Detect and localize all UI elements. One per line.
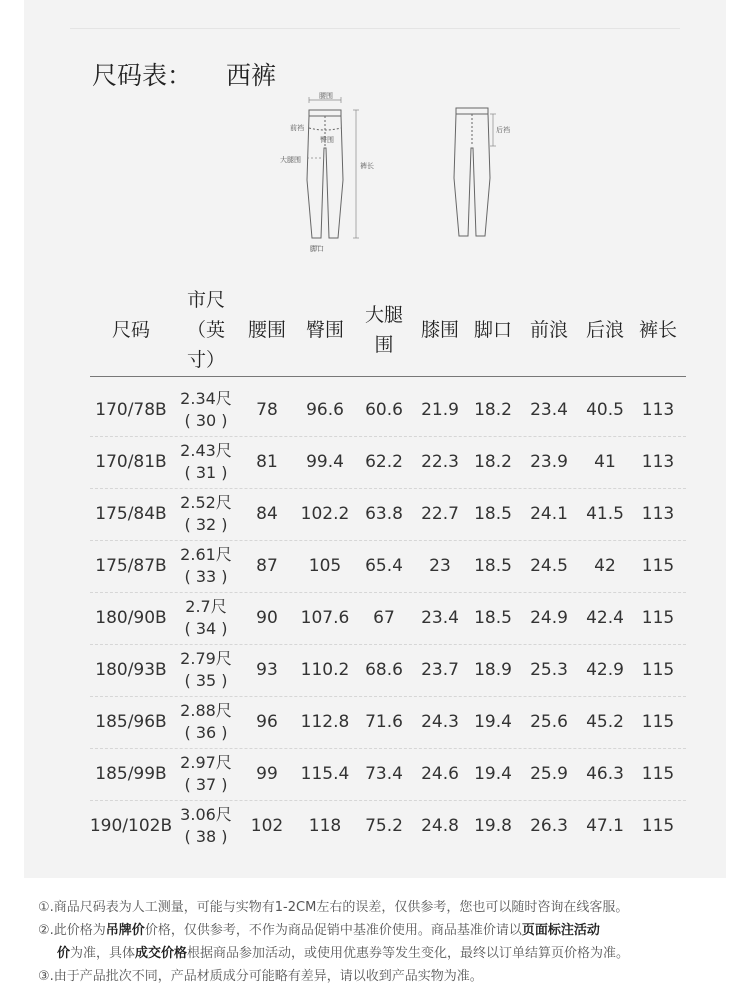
- note-1: ①.商品尺码表为人工测量，可能与实物有1-2CM左右的误差，仅供参考，您也可以随时咨询在线客服。: [38, 900, 629, 915]
- cell-market-inch: 2.7尺 ( 34 ): [184, 597, 228, 638]
- back-pants-outline: [454, 114, 490, 236]
- table-row: [90, 488, 686, 541]
- cell-hem: 18.2: [474, 400, 512, 420]
- cell-waist: 87: [256, 556, 278, 576]
- cell-hip: 96.6: [306, 400, 344, 420]
- cell-waist: 96: [256, 712, 278, 732]
- cell-size: 185/96B: [95, 712, 167, 732]
- cell-length: 115: [641, 712, 675, 732]
- table-row: [90, 696, 686, 749]
- cell-waist: 84: [256, 504, 278, 524]
- cell-knee: 23.4: [421, 608, 459, 628]
- cell-hem: 18.5: [474, 556, 512, 576]
- cell-front-rise: 26.3: [530, 816, 568, 836]
- cell-back-rise: 42.9: [586, 660, 624, 680]
- cell-length: 115: [641, 556, 675, 576]
- cell-size: 190/102B: [89, 816, 173, 836]
- cell-thigh: 60.6: [365, 400, 403, 420]
- cell-size: 175/84B: [95, 504, 167, 524]
- header-length: 裤长: [638, 319, 677, 341]
- cell-waist: 81: [256, 452, 278, 472]
- cell-market-inch: 2.88尺 ( 36 ): [180, 701, 232, 742]
- cell-hem: 18.5: [474, 608, 512, 628]
- cell-front-rise: 23.4: [530, 400, 568, 420]
- label-back-rise: 后裆: [496, 126, 510, 134]
- cell-knee: 21.9: [421, 400, 459, 420]
- cell-hip: 107.6: [300, 608, 350, 628]
- cell-knee: 24.3: [421, 712, 459, 732]
- cell-hem: 19.4: [474, 712, 512, 732]
- cell-thigh: 67: [373, 608, 395, 628]
- table-row: [90, 540, 686, 593]
- cell-hem: 19.8: [474, 816, 512, 836]
- cell-waist: 78: [256, 400, 278, 420]
- table-row: [90, 384, 686, 437]
- page-title: [92, 56, 276, 92]
- cell-back-rise: 40.5: [586, 400, 624, 420]
- header-knee: 膝围: [420, 319, 459, 341]
- cell-length: 113: [641, 400, 675, 420]
- cell-front-rise: 25.3: [530, 660, 568, 680]
- cell-knee: 23: [429, 556, 451, 576]
- cell-market-inch: 3.06尺 ( 38 ): [180, 805, 232, 846]
- cell-hem: 19.4: [474, 764, 512, 784]
- cell-market-inch: 2.79尺 ( 35 ): [180, 649, 232, 690]
- cell-hem: 18.9: [474, 660, 512, 680]
- cell-size: 170/81B: [95, 452, 167, 472]
- cell-hem: 18.5: [474, 504, 512, 524]
- top-divider: [70, 28, 680, 29]
- cell-size: 180/90B: [95, 608, 167, 628]
- cell-knee: 22.3: [421, 452, 459, 472]
- cell-hem: 18.2: [474, 452, 512, 472]
- label-thigh: 大腿围: [280, 156, 301, 164]
- cell-hip: 110.2: [300, 660, 350, 680]
- note-2: ②.此价格为吊牌价价格，仅供参考，不作为商品促销中基准价使用。商品基准价请以页面标注活动: [38, 923, 600, 938]
- table-row: [90, 748, 686, 801]
- table-row: [90, 592, 686, 645]
- header-size: 尺码: [111, 319, 150, 341]
- table-row: [90, 644, 686, 697]
- cell-front-rise: 24.5: [530, 556, 568, 576]
- front-pants-outline: [307, 116, 343, 238]
- front-pants-diagram: [276, 88, 386, 254]
- cell-back-rise: 41: [594, 452, 616, 472]
- cell-size: 170/78B: [95, 400, 167, 420]
- cell-hip: 105: [308, 556, 342, 576]
- cell-back-rise: 41.5: [586, 504, 624, 524]
- table-row: [90, 800, 686, 852]
- note-2-cont: 价为准，具体成交价格根据商品参加活动，或使用优惠券等发生变化，最终以订单结算页价格为准。: [57, 946, 630, 961]
- cell-size: 175/87B: [95, 556, 167, 576]
- label-front-rise: 前裆: [290, 124, 304, 132]
- cell-knee: 24.8: [421, 816, 459, 836]
- cell-back-rise: 47.1: [586, 816, 624, 836]
- header-market-inch: 市尺 （英 寸）: [186, 289, 225, 371]
- cell-thigh: 68.6: [365, 660, 403, 680]
- cell-thigh: 63.8: [365, 504, 403, 524]
- cell-knee: 22.7: [421, 504, 459, 524]
- header-back-rise: 后浪: [585, 319, 624, 341]
- label-length: 裤长: [360, 162, 374, 170]
- cell-front-rise: 23.9: [530, 452, 568, 472]
- cell-back-rise: 42.4: [586, 608, 624, 628]
- notes: [38, 896, 728, 988]
- cell-length: 113: [641, 504, 675, 524]
- cell-front-rise: 24.1: [530, 504, 568, 524]
- cell-back-rise: 42: [594, 556, 616, 576]
- cell-hip: 99.4: [306, 452, 344, 472]
- note-3: ③.由于产品批次不同，产品材质成分可能略有差异，请以收到产品实物为准。: [38, 969, 483, 984]
- cell-waist: 99: [256, 764, 278, 784]
- header-hem: 脚口: [473, 319, 512, 341]
- cell-front-rise: 25.9: [530, 764, 568, 784]
- cell-market-inch: 2.97尺 ( 37 ): [180, 753, 232, 794]
- cell-front-rise: 24.9: [530, 608, 568, 628]
- cell-back-rise: 45.2: [586, 712, 624, 732]
- cell-waist: 102: [250, 816, 284, 836]
- cell-hip: 115.4: [300, 764, 350, 784]
- back-pants-diagram: [440, 102, 520, 242]
- cell-knee: 24.6: [421, 764, 459, 784]
- cell-thigh: 65.4: [365, 556, 403, 576]
- cell-market-inch: 2.61尺 ( 33 ): [180, 545, 232, 586]
- cell-waist: 93: [256, 660, 278, 680]
- label-waist: 腰围: [319, 92, 333, 100]
- label-hem: 脚口: [310, 245, 324, 253]
- waistband: [309, 110, 341, 116]
- cell-market-inch: 2.43尺 ( 31 ): [180, 441, 232, 482]
- title-garment: 西裤: [226, 61, 277, 90]
- cell-length: 115: [641, 816, 675, 836]
- cell-size: 180/93B: [95, 660, 167, 680]
- cell-length: 115: [641, 608, 675, 628]
- header-thigh: 大腿 围: [364, 304, 403, 356]
- cell-back-rise: 46.3: [586, 764, 624, 784]
- header-front-rise: 前浪: [529, 319, 568, 341]
- cell-hip: 102.2: [300, 504, 350, 524]
- table-header: [90, 284, 686, 377]
- cell-hip: 118: [308, 816, 342, 836]
- cell-front-rise: 25.6: [530, 712, 568, 732]
- cell-length: 115: [641, 660, 675, 680]
- cell-length: 115: [641, 764, 675, 784]
- table-row: [90, 436, 686, 489]
- header-waist: 腰围: [247, 319, 286, 341]
- label-hip: 臀围: [320, 136, 334, 144]
- cell-waist: 90: [256, 608, 278, 628]
- cell-market-inch: 2.52尺 ( 32 ): [180, 493, 232, 534]
- cell-knee: 23.7: [421, 660, 459, 680]
- cell-thigh: 75.2: [365, 816, 403, 836]
- cell-thigh: 73.4: [365, 764, 403, 784]
- cell-thigh: 71.6: [365, 712, 403, 732]
- cell-market-inch: 2.34尺 ( 30 ): [180, 389, 232, 430]
- cell-thigh: 62.2: [365, 452, 403, 472]
- header-hip: 臀围: [305, 319, 344, 341]
- cell-length: 113: [641, 452, 675, 472]
- cell-size: 185/99B: [95, 764, 167, 784]
- title-label: 尺码表：: [92, 61, 193, 90]
- cell-hip: 112.8: [300, 712, 350, 732]
